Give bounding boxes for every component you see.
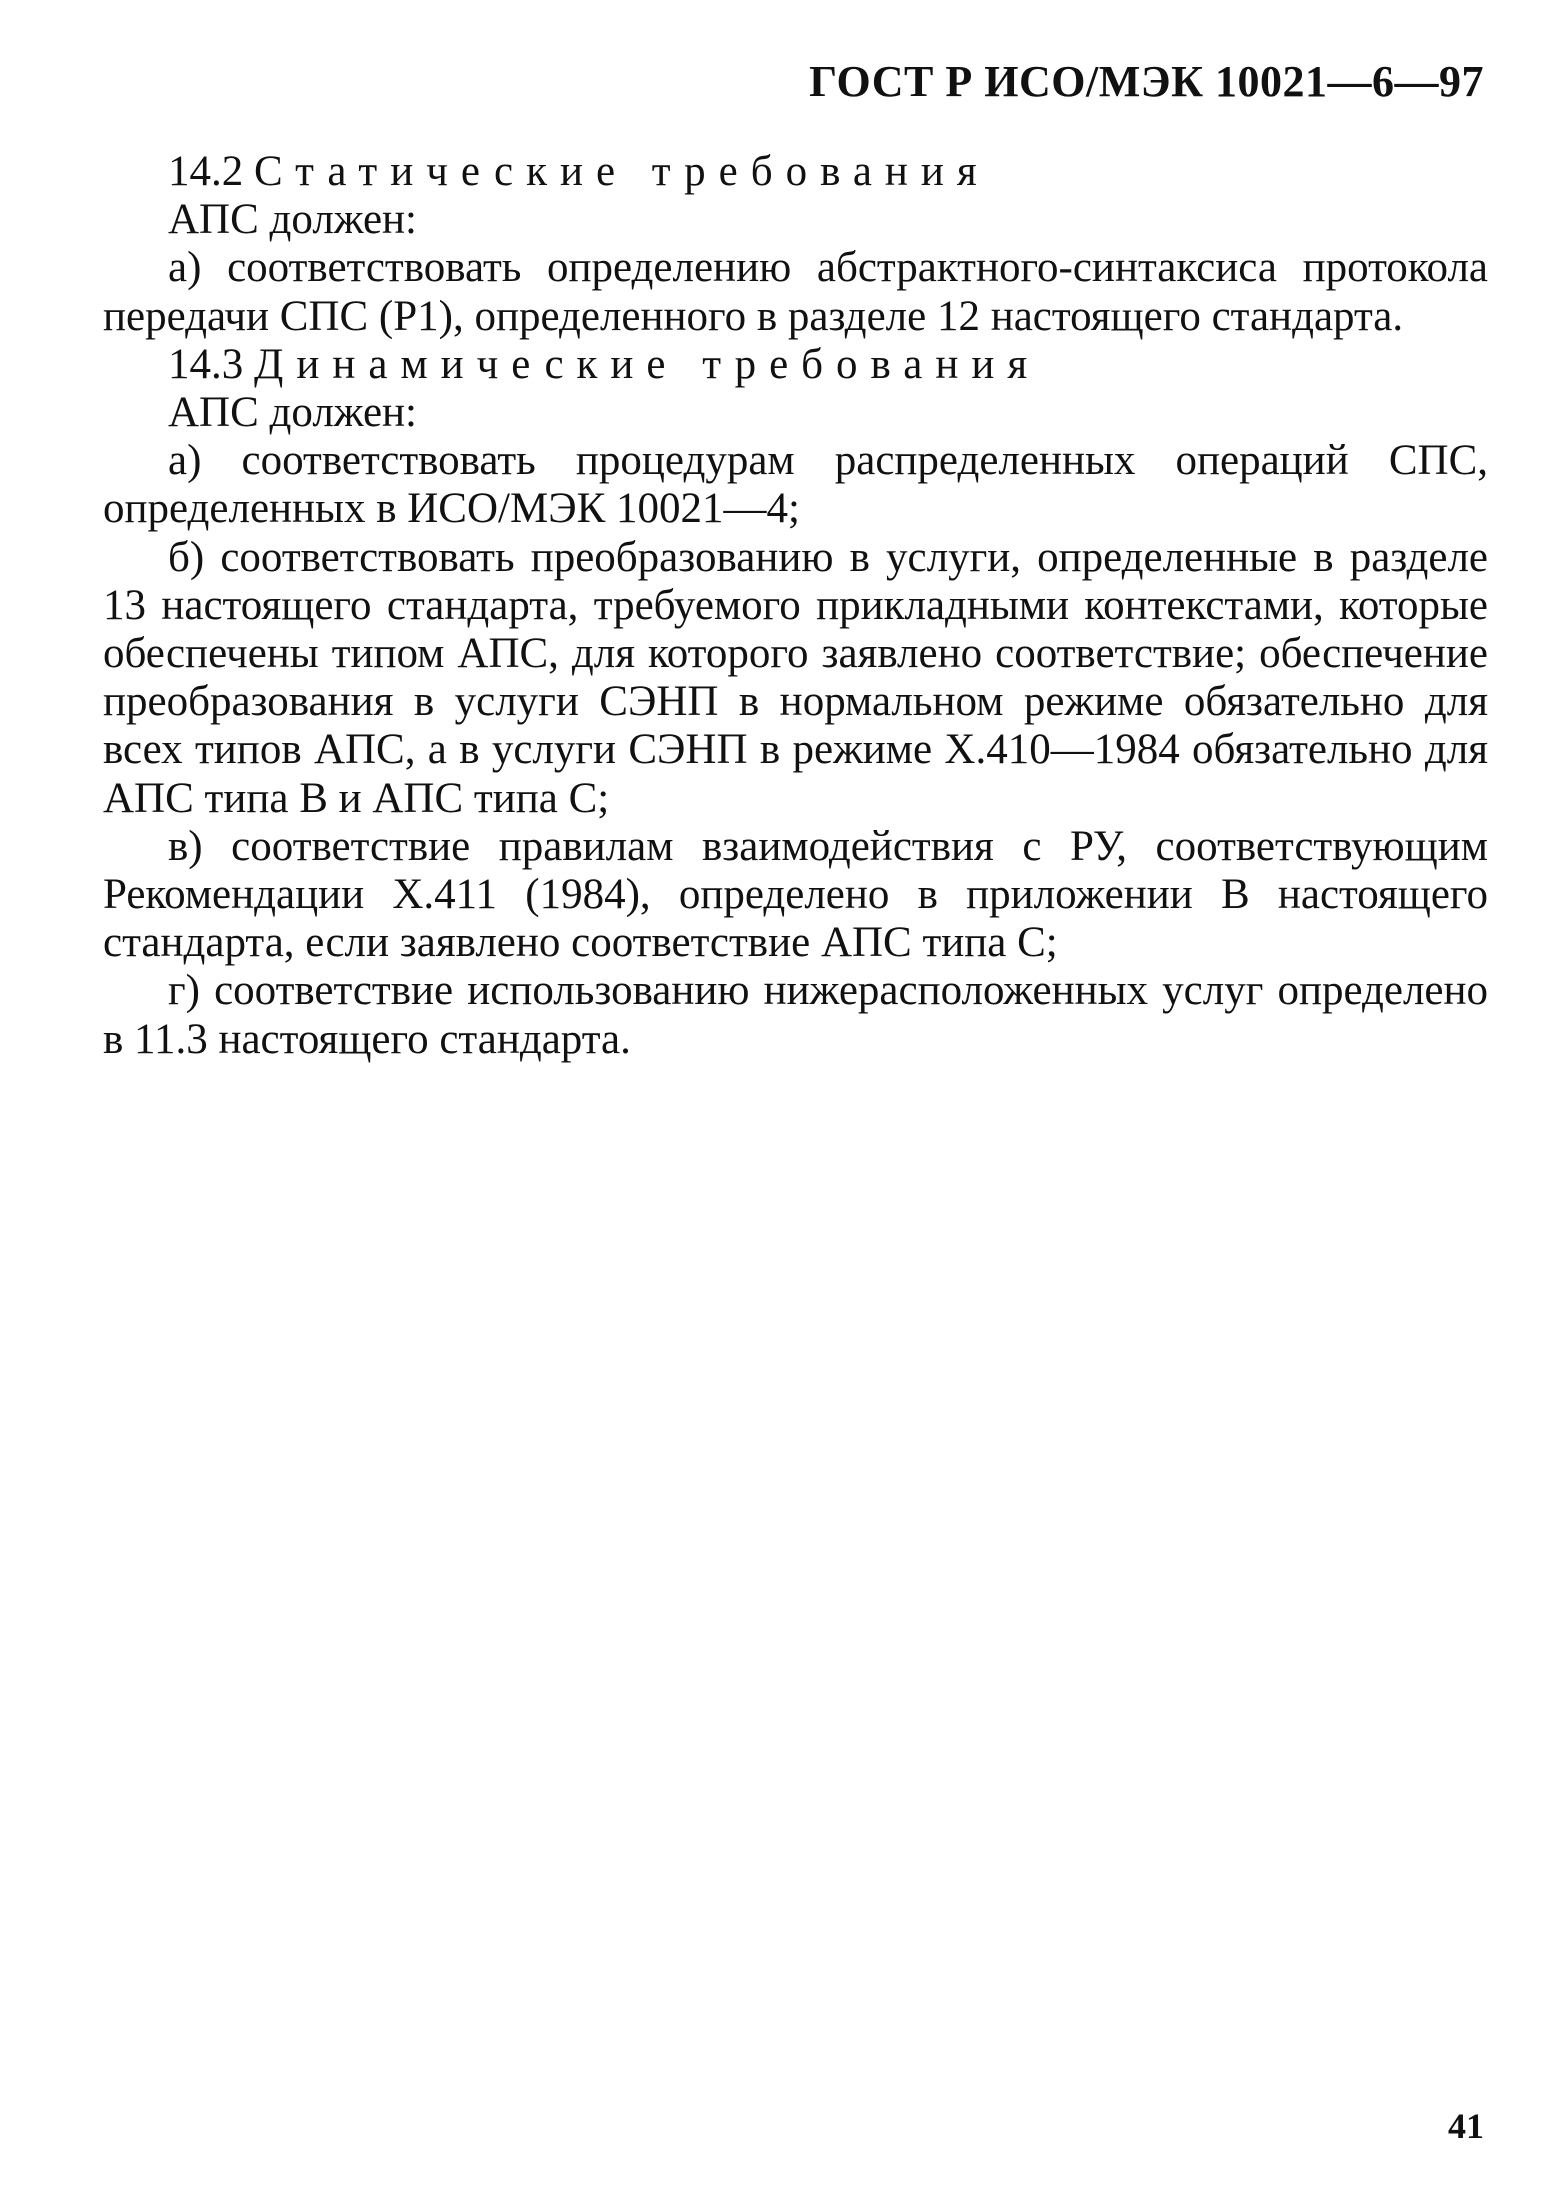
- section-title: Статические требования: [254, 148, 990, 195]
- document-body: [103, 148, 1488, 1064]
- section-heading-14-3: [103, 341, 1488, 389]
- section-intro: АПС должен:: [168, 389, 417, 437]
- section-number: 14.3: [168, 340, 244, 388]
- section-intro: АПС должен:: [168, 196, 417, 244]
- list-item: г) соответствие использованию нижерасположенных услуг определено в 11.3 настоящего стандарта.: [103, 967, 1488, 1063]
- list-item: в) соответствие правилам взаимодействия с РУ, соответствующим Рекомендации Х.411 (1984), определено в приложении В настоящего стандарта, если заявлено соответствие АПС типа С;: [103, 822, 1488, 967]
- section-heading-14-2: [103, 148, 1488, 196]
- section-number: 14.2: [168, 148, 244, 195]
- standard-header: ГОСТ Р ИСО/МЭК 10021—6—97: [809, 57, 1484, 106]
- page-number: 41: [1448, 2106, 1484, 2146]
- list-item: а) соответствовать определению абстрактного-синтаксиса протокола передачи СПС (Р1), определенного в разделе 12 настоящего стандарта.: [103, 244, 1488, 340]
- list-item: а) соответствовать процедурам распределенных операций СПС, определенных в ИСО/МЭК 10021—4;: [103, 437, 1488, 533]
- section-title: Динамические требования: [254, 340, 1041, 388]
- list-item: б) соответствовать преобразованию в услуги, определенные в разделе 13 настоящего стандарта, требуемого прикладными контекстами, которые обеспечены типом АПС, для которого заявлено соответствие; обеспечение преобразования в услуги СЭНП в нормальном режиме обязательно для всех типов АПС, а в услуги СЭНП в режиме Х.410—1984 обязательно для АПС типа В и АПС типа С;: [103, 533, 1488, 822]
